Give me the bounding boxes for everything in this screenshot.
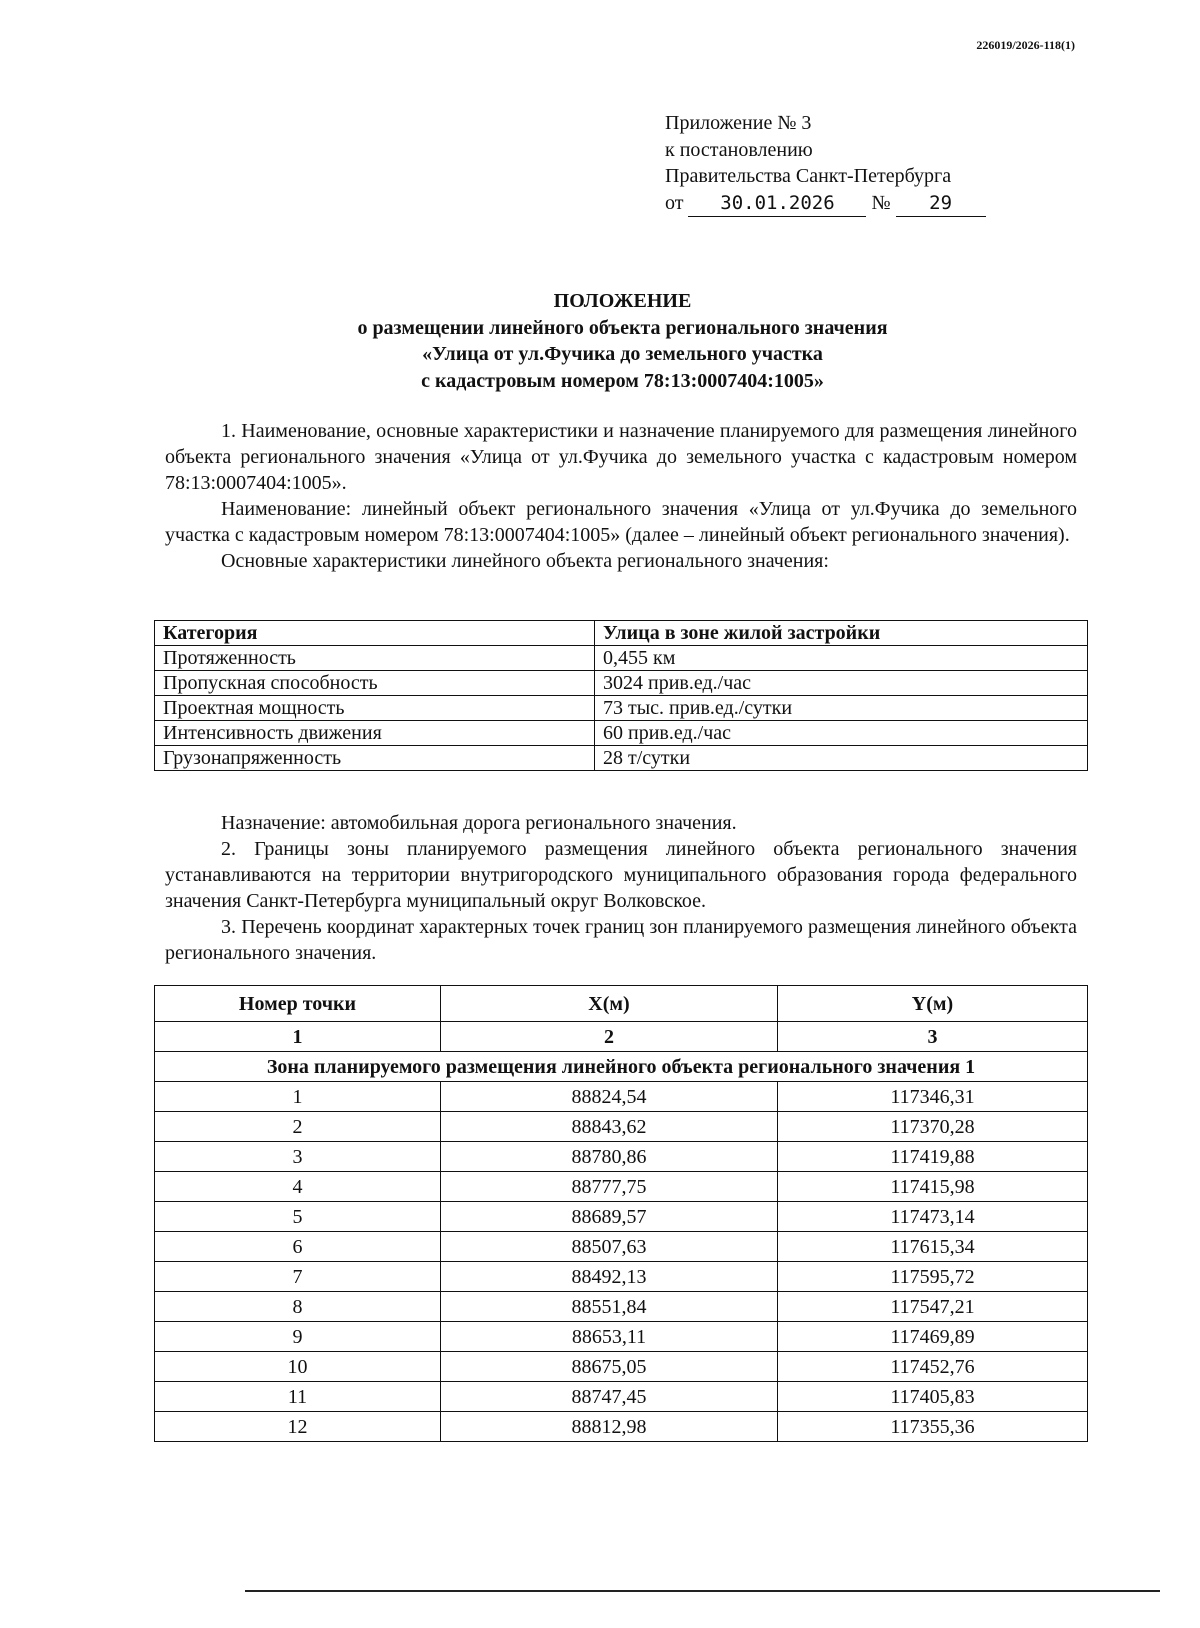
cell: 28 т/сутки — [595, 746, 1088, 771]
cell: 60 прив.ед./час — [595, 721, 1088, 746]
header-cell: X(м) — [441, 986, 778, 1022]
cell: 117473,14 — [778, 1202, 1088, 1232]
cell: 117615,34 — [778, 1232, 1088, 1262]
table-row — [155, 671, 1088, 696]
section-1-text — [165, 418, 1077, 574]
table-row — [155, 696, 1088, 721]
cell: 9 — [155, 1322, 441, 1352]
cell: 88689,57 — [441, 1202, 778, 1232]
table-row — [155, 1202, 1088, 1232]
cell: 3 — [778, 1022, 1088, 1052]
cell: 117405,83 — [778, 1382, 1088, 1412]
cell: 117547,21 — [778, 1292, 1088, 1322]
title-line: ПОЛОЖЕНИЕ — [553, 290, 692, 312]
header-cell: Категория — [155, 621, 595, 646]
table-header-row — [155, 621, 1088, 646]
table-row — [155, 646, 1088, 671]
cell: 88492,13 — [441, 1262, 778, 1292]
document-number: 226019/2026-118(1) — [976, 38, 1075, 52]
zone-title: Зона планируемого размещения линейного объекта регионального значения 1 — [155, 1052, 1088, 1082]
table-header-row — [155, 986, 1088, 1022]
cell: 88507,63 — [441, 1232, 778, 1262]
cell: 117452,76 — [778, 1352, 1088, 1382]
paragraph: Наименование: линейный объект регионального значения «Улица от ул.Фучика до земельного участка с кадастровым номером 78:13:0007404:1005» (далее – линейный объект регионального значения). — [165, 498, 1077, 546]
cell: 11 — [155, 1382, 441, 1412]
header-cell: Номер точки — [155, 986, 441, 1022]
table-row — [155, 1112, 1088, 1142]
paragraph: 2. Границы зоны планируемого размещения линейного объекта регионального значения устанавливаются на территории внутригородского муниципального образования города федерального значения Санкт-Петербурга муниципальный округ Волковское. — [165, 838, 1077, 912]
zone-row — [155, 1052, 1088, 1082]
cell: 3 — [155, 1142, 441, 1172]
number-label: № — [871, 191, 891, 214]
cell: 5 — [155, 1202, 441, 1232]
cell: 0,455 км — [595, 646, 1088, 671]
table-row — [155, 1352, 1088, 1382]
cell: 88812,98 — [441, 1412, 778, 1442]
cell: 8 — [155, 1292, 441, 1322]
cell: Протяженность — [155, 646, 595, 671]
appendix-line: Правительства Санкт-Петербурга — [665, 165, 952, 187]
cell: 117419,88 — [778, 1142, 1088, 1172]
cell: 2 — [155, 1112, 441, 1142]
table-row — [155, 1412, 1088, 1442]
appendix-date-line — [665, 190, 986, 218]
appendix-line: Приложение № 3 — [665, 112, 812, 134]
cell: 117346,31 — [778, 1082, 1088, 1112]
table-row — [155, 1322, 1088, 1352]
cell: 88780,86 — [441, 1142, 778, 1172]
table-row — [155, 1262, 1088, 1292]
bottom-rule — [245, 1590, 1160, 1592]
cell: Проектная мощность — [155, 696, 595, 721]
cell: Интенсивность движения — [155, 721, 595, 746]
title-line: с кадастровым номером 78:13:0007404:1005» — [421, 369, 824, 392]
cell: 88551,84 — [441, 1292, 778, 1322]
paragraph: Основные характеристики линейного объекта регионального значения: — [221, 550, 829, 572]
cell: 4 — [155, 1172, 441, 1202]
document-title — [165, 288, 1080, 394]
table-row — [155, 1292, 1088, 1322]
from-label: от — [665, 191, 684, 214]
table-row — [155, 1232, 1088, 1262]
table-row — [155, 746, 1088, 771]
cell: 88824,54 — [441, 1082, 778, 1112]
cell: 12 — [155, 1412, 441, 1442]
characteristics-table — [154, 620, 1088, 771]
header-cell: Y(м) — [778, 986, 1088, 1022]
appendix-block — [665, 110, 986, 217]
cell: 88747,45 — [441, 1382, 778, 1412]
column-number-row — [155, 1022, 1088, 1052]
cell: 88843,62 — [441, 1112, 778, 1142]
cell: 2 — [441, 1022, 778, 1052]
cell: 117355,36 — [778, 1412, 1088, 1442]
title-line: о размещении линейного объекта регионального значения — [357, 316, 888, 339]
resolution-number: 29 — [896, 190, 986, 218]
appendix-line: к постановлению — [665, 138, 813, 161]
table-row — [155, 1082, 1088, 1112]
paragraph: 3. Перечень координат характерных точек границ зон планируемого размещения линейного объекта регионального значения. — [165, 916, 1077, 964]
cell: 117469,89 — [778, 1322, 1088, 1352]
table-row — [155, 1382, 1088, 1412]
resolution-date: 30.01.2026 — [688, 190, 866, 218]
cell: 10 — [155, 1352, 441, 1382]
cell: 73 тыс. прив.ед./сутки — [595, 696, 1088, 721]
cell: 88777,75 — [441, 1172, 778, 1202]
paragraph: Назначение: автомобильная дорога регионального значения. — [221, 812, 737, 834]
cell: 6 — [155, 1232, 441, 1262]
paragraph: 1. Наименование, основные характеристики и назначение планируемого для размещения линейного объекта регионального значения «Улица от ул.Фучика до земельного участка с кадастровым номером 78:13:0007404:1005». — [165, 420, 1077, 494]
cell: 3024 прив.ед./час — [595, 671, 1088, 696]
table-row — [155, 1172, 1088, 1202]
cell: 117595,72 — [778, 1262, 1088, 1292]
cell: Грузонапряженность — [155, 746, 595, 771]
cell: 88653,11 — [441, 1322, 778, 1352]
cell: 88675,05 — [441, 1352, 778, 1382]
cell: 117415,98 — [778, 1172, 1088, 1202]
cell: Пропускная способность — [155, 671, 595, 696]
table-row — [155, 721, 1088, 746]
table-row — [155, 1142, 1088, 1172]
section-2-3-text — [165, 810, 1077, 966]
title-line: «Улица от ул.Фучика до земельного участка — [422, 343, 823, 365]
cell: 7 — [155, 1262, 441, 1292]
header-cell: Улица в зоне жилой застройки — [595, 621, 1088, 646]
coordinates-table — [154, 985, 1088, 1442]
cell: 1 — [155, 1022, 441, 1052]
cell: 1 — [155, 1082, 441, 1112]
cell: 117370,28 — [778, 1112, 1088, 1142]
